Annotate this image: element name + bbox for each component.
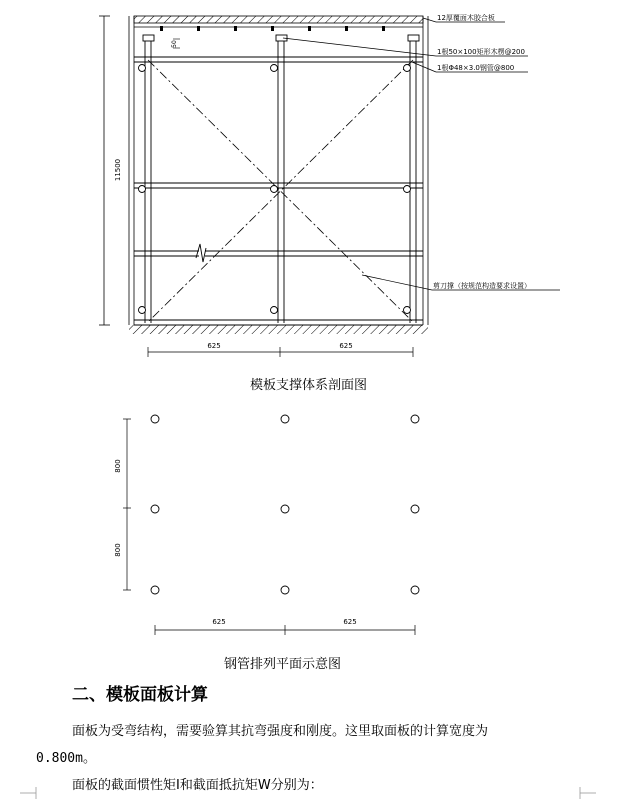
scissor-braces [148,60,413,322]
joint-circles [139,65,411,314]
section-caption: 模板支撑体系剖面图 [250,378,368,393]
label-formwork: 12厚覆面木胶合板 [437,14,495,22]
paragraph-1: 面板为受弯结构，需要验算其抗弯强度和刚度。这里取面板的计算宽度为 [72,724,489,739]
span-dim-1: 625 [207,342,221,350]
top-caps [143,35,419,41]
height-dimension [99,16,122,325]
section-heading: 二、模板面板计算 [72,685,208,705]
row-dim-1: 800 [114,459,122,473]
leader-lines [283,18,560,290]
top-gap-dimension [171,39,180,48]
col-dim-1: 625 [212,618,226,626]
span-dimension [148,347,413,357]
row-dimension [123,419,131,590]
label-tube: 1根Φ48×3.0钢管@800 [437,64,515,72]
paragraph-1-cont: 0.800m。 [36,751,96,766]
ground-hatch [129,325,428,334]
paragraph-2: 面板的截面惯性矩I和截面抵抗矩W分别为： [72,778,323,793]
horizontal-ledgers [134,57,423,325]
col-dim-2: 625 [343,618,357,626]
row-dim-2: 800 [114,543,122,557]
height-dim-label: 11500 [114,158,122,182]
top-gap-dim-label: 50 [171,40,178,48]
section-drawing [0,0,618,370]
formwork-board [134,16,423,27]
tube-grid [151,415,419,594]
span-dim-2: 625 [339,342,353,350]
label-brace: 剪刀撑（按规范构造要求设置） [433,282,531,290]
plan-caption: 钢管排列平面示意图 [224,657,342,672]
label-joist: 1根50×100矩形木楞@200 [437,48,525,56]
col-dimension [155,625,415,635]
break-symbol [196,244,206,262]
plan-drawing [0,400,618,650]
steel-posts [145,41,416,323]
